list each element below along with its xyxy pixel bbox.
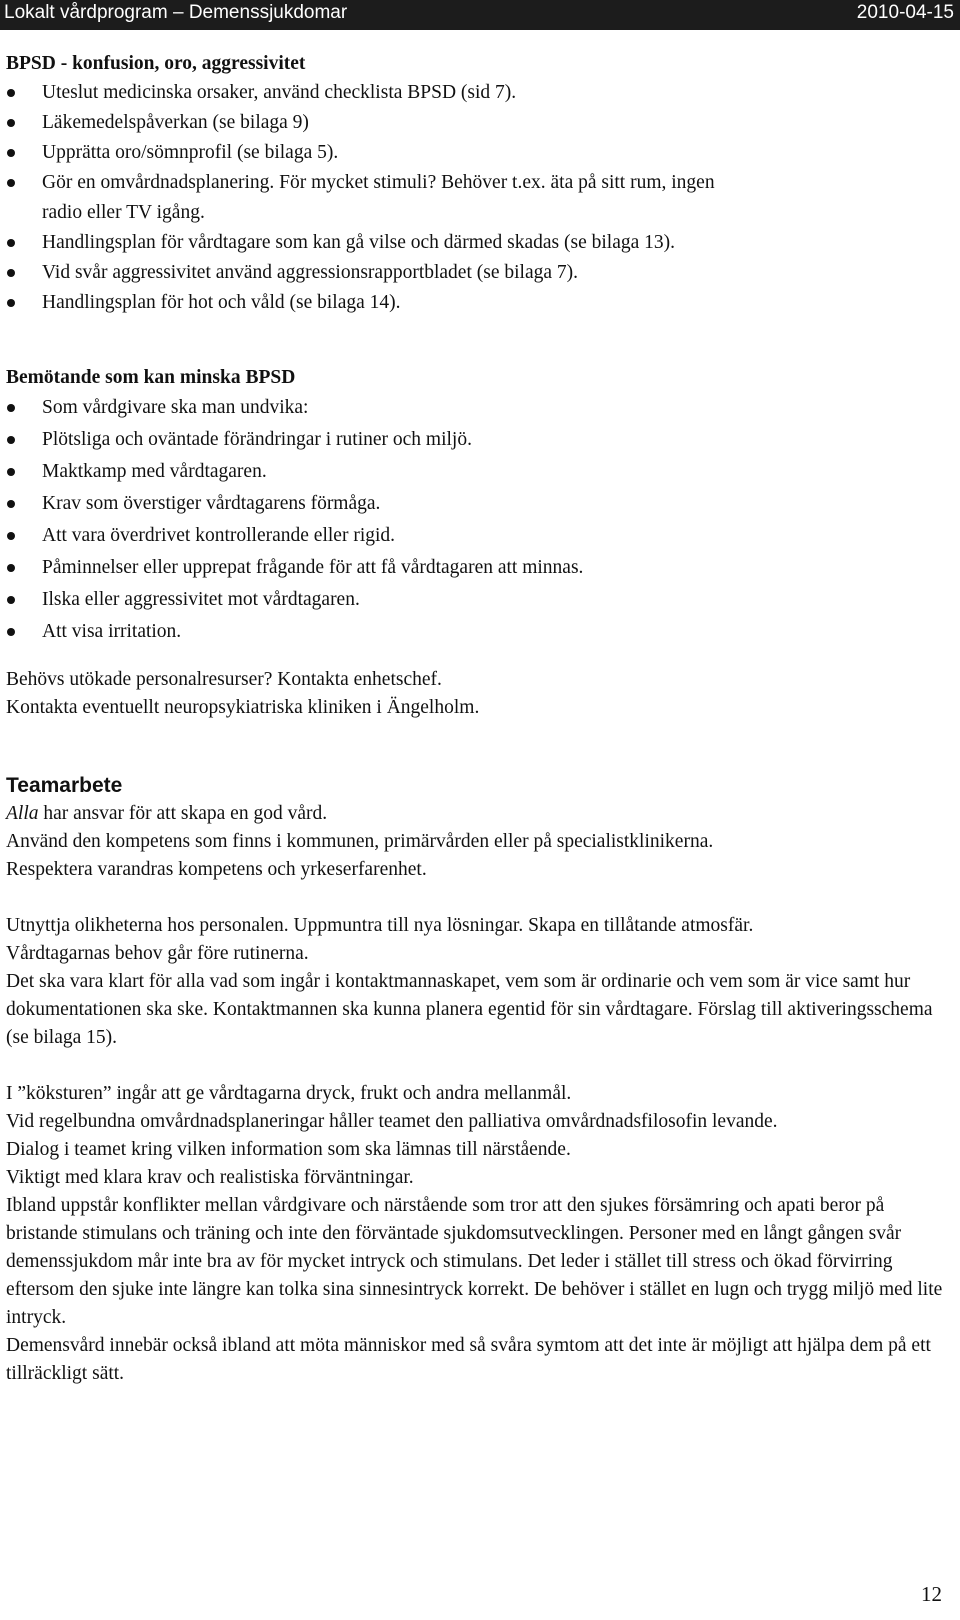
bullet-icon — [7, 468, 15, 476]
bemotande-list — [6, 392, 951, 648]
list-item: Vid svår aggressivitet använd aggressionsrapportbladet (se bilaga 7). — [6, 258, 951, 288]
bullet-icon — [7, 564, 15, 572]
list-item: Att vara överdrivet kontrollerande eller rigid. — [6, 520, 951, 552]
list-item: Läkemedelspåverkan (se bilaga 9) — [6, 108, 951, 138]
list-item: Ilska eller aggressivitet mot vårdtagaren. — [6, 584, 951, 616]
list-item: Uteslut medicinska orsaker, använd checklista BPSD (sid 7). — [6, 78, 951, 108]
document-body — [6, 50, 951, 1388]
paragraph: Kontakta eventuellt neuropsykiatriska kliniken i Ängelholm. — [6, 697, 480, 718]
paragraph: Ibland uppstår konflikter mellan vårdgivare och närstående som tror att den sjukes försämring och apati beror på bristande stimulans och träning och inte den förväntade sjukdomsutvecklingen. Personer med en långt gången svår demenssjukdom mår inte bra av för mycket intryck och stimulans. Det leder i stället till stress och ökad förvirring eftersom den sjuke inte längre kan tolka sina sinnesintryck korrekt. De behöver i stället en lugn och trygg miljö med lite intryck. — [6, 1195, 943, 1328]
page-number: 12 — [921, 1582, 942, 1606]
list-item: Gör en omvårdnadsplanering. För mycket stimuli? Behöver t.ex. äta på sitt rum, ingen radio eller TV igång. — [6, 168, 951, 228]
list-item: Som vårdgivare ska man undvika: — [6, 392, 951, 424]
paragraph: Alla har ansvar för att skapa en god vård. — [6, 803, 328, 824]
section-heading-bpsd: BPSD - konfusion, oro, aggressivitet — [6, 53, 306, 74]
list-item: Krav som överstiger vårdtagarens förmåga. — [6, 488, 951, 520]
bullet-icon — [7, 119, 15, 127]
bullet-icon — [7, 299, 15, 307]
list-item: Maktkamp med vårdtagaren. — [6, 456, 951, 488]
header-date: 2010-04-15 — [856, 2, 954, 23]
paragraph: Vid regelbundna omvårdnadsplaneringar håller teamet den palliativa omvårdnadsfilosofin levande. — [6, 1111, 778, 1132]
emphasis: Alla — [6, 803, 39, 824]
paragraph: Respektera varandras kompetens och yrkeserfarenhet. — [6, 859, 427, 880]
page-header — [0, 0, 960, 30]
section-heading-teamarbete: Teamarbete — [6, 774, 123, 797]
list-item: Plötsliga och oväntade förändringar i rutiner och miljö. — [6, 424, 951, 456]
paragraph: Viktigt med klara krav och realistiska förväntningar. — [6, 1167, 414, 1188]
paragraph: Behövs utökade personalresurser? Kontakta enhetschef. — [6, 669, 442, 690]
paragraph: Vårdtagarnas behov går före rutinerna. — [6, 943, 309, 964]
paragraph: Utnyttja olikheterna hos personalen. Uppmuntra till nya lösningar. Skapa en tillåtande atmosfär. — [6, 915, 754, 936]
paragraph: I ”köksturen” ingår att ge vårdtagarna dryck, frukt och andra mellanmål. — [6, 1083, 572, 1104]
bullet-icon — [7, 179, 15, 187]
bullet-icon — [7, 89, 15, 97]
list-item: Handlingsplan för vårdtagare som kan gå vilse och därmed skadas (se bilaga 13). — [6, 228, 951, 258]
bullet-icon — [7, 269, 15, 277]
bullet-icon — [7, 500, 15, 508]
bpsd-list — [6, 78, 951, 318]
bullet-icon — [7, 596, 15, 604]
list-item: Påminnelser eller upprepat frågande för att få vårdtagaren att minnas. — [6, 552, 951, 584]
bullet-icon — [7, 149, 15, 157]
bullet-icon — [7, 239, 15, 247]
header-title: Lokalt vårdprogram – Demenssjukdomar — [4, 2, 348, 23]
paragraph: Demensvård innebär också ibland att möta människor med så svåra symtom att det inte är möjligt att hjälpa dem på ett tillräckligt sätt. — [6, 1335, 931, 1384]
list-item: Handlingsplan för hot och våld (se bilaga 14). — [6, 288, 951, 318]
paragraph: Det ska vara klart för alla vad som ingår i kontaktmannaskapet, vem som är ordinarie och vem som är vice samt hur dokumentationen ska ske. Kontaktmannen ska kunna planera egentid för sin vårdtagare. Förslag till aktiveringsschema (se bilaga 15). — [6, 971, 933, 1048]
bullet-icon — [7, 404, 15, 412]
list-item: Upprätta oro/sömnprofil (se bilaga 5). — [6, 138, 951, 168]
bullet-icon — [7, 436, 15, 444]
bullet-icon — [7, 532, 15, 540]
bullet-icon — [7, 628, 15, 636]
paragraph: Använd den kompetens som finns i kommunen, primärvården eller på specialistklinikerna. — [6, 831, 714, 852]
list-item: Att visa irritation. — [6, 616, 951, 648]
paragraph: Dialog i teamet kring vilken information som ska lämnas till närstående. — [6, 1139, 571, 1160]
section-heading-bemotande: Bemötande som kan minska BPSD — [6, 367, 296, 388]
